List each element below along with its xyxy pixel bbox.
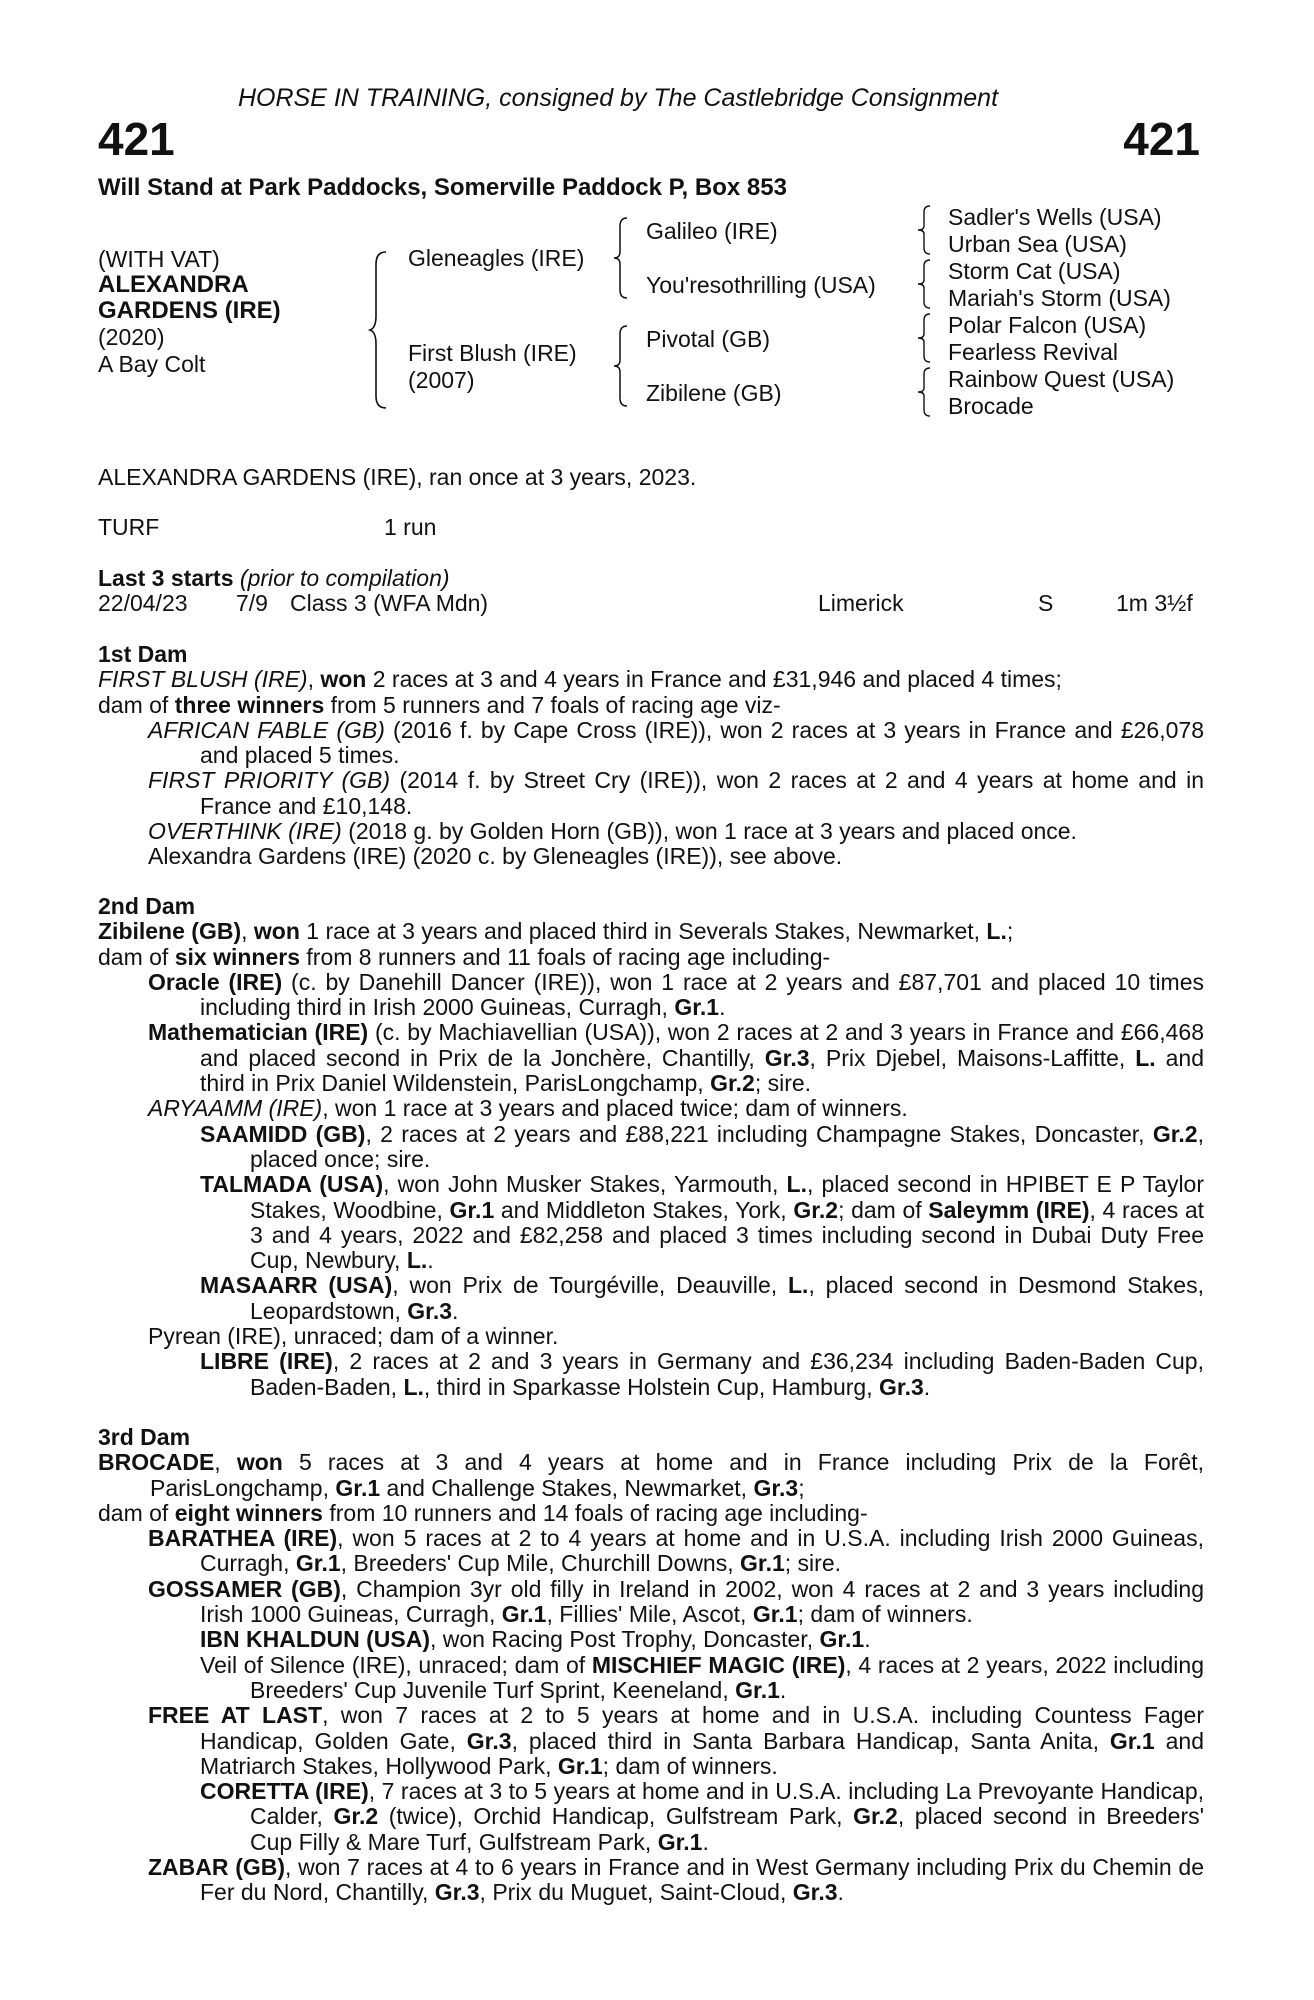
pedigree-g3: Storm Cat (USA) [948,258,1121,284]
pedigree-dam-sire: Pivotal (GB) [646,326,770,352]
pedigree-brace-dam [614,324,630,408]
progeny-masaarr: MASAARR (USA), won Prix de Tourgéville, Deauville, L., placed second in Desmond Stakes, Leopardstown, Gr.3. [200,1272,1204,1324]
progeny-free-at-last: FREE AT LAST, won 7 races at 2 to 5 years at home and in U.S.A. including Countess Fager Handicap, Golden Gate, Gr.3, placed third in Santa Barbara Handicap, Santa Anita, Gr.1 and Matriarch Stakes, Hollywood Park, Gr.1; dam of winners. [148,1702,1204,1779]
third-dam-section [98,1425,1204,1906]
pedigree-brace-g3 [918,312,932,364]
last-start-course: Limerick [818,590,904,616]
second-dam-line2: dam of six winners from 8 runners and 11 foals of racing age including- [98,943,831,970]
last-start-going: S [1038,590,1054,616]
first-dam-section [98,642,1204,870]
last-start-distance: 1m 3½f [1116,590,1193,616]
pedigree-brace-g4 [918,366,932,418]
pedigree-sire-dam: You'resothrilling (USA) [646,272,876,298]
third-dam-heading: 3rd Dam [98,1424,191,1450]
progeny-mathematician: Mathematician (IRE) (c. by Machiavellian (USA)), won 2 races at 2 and 3 years in France and £66,468 and placed second in Prix de la Jonchère, Chantilly, Gr.3, Prix Djebel, Maisons-Laffitte, L. and third in Prix Daniel Wildenstein, ParisLongchamp, Gr.2; sire. [148,1019,1205,1097]
lot-number-right: 421 [1123,113,1200,165]
last-start-race: Class 3 (WFA Mdn) [290,590,489,616]
record-surface: TURF [98,514,160,540]
pedigree-g2: Urban Sea (USA) [948,231,1127,257]
stand-location: Will Stand at Park Paddocks, Somerville Paddock P, Box 853 [98,174,787,201]
pedigree-brace-g1 [918,204,932,256]
pedigree-g6: Fearless Revival [948,339,1118,365]
lot-number-left: 421 [98,113,175,165]
vat-label: (WITH VAT) [98,246,220,272]
pedigree-dam-year: (2007) [408,367,475,393]
last-starts-title: Last 3 starts [98,565,234,591]
record-runs: 1 run [384,514,437,540]
pedigree-dam-dam: Zibilene (GB) [646,380,782,406]
third-dam-line1: BROCADE, won 5 races at 3 and 4 years at home and in France including Prix de la Forêt, ParisLongchamp, Gr.1 and Challenge Stakes, Newmarket, Gr.3; [98,1449,1205,1501]
second-dam-line1: Zibilene (GB), won 1 race at 3 years and placed third in Severals Stakes, Newmarket, L.; [98,918,1014,945]
last-starts-note: (prior to compilation) [239,565,450,591]
second-dam-heading: 2nd Dam [98,893,196,919]
progeny-aryaamm: ARYAAMM (IRE), won 1 race at 3 years and placed twice; dam of winners. [148,1095,908,1122]
first-dam-line2: dam of three winners from 5 runners and 7 foals of racing age viz- [98,691,781,718]
second-dam-section [98,894,1204,1400]
pedigree-sire: Gleneagles (IRE) [408,245,585,271]
first-dam-progeny-1: AFRICAN FABLE (GB) (2016 f. by Cape Cross (IRE)), won 2 races at 3 years in France and £26,078 and placed 5 times. [148,716,1204,769]
progeny-talmada: TALMADA (USA), won John Musker Stakes, Yarmouth, L., placed second in HPIBET E P Taylor Stakes, Woodbine, Gr.1 and Middleton Stakes, York, Gr.2; dam of Saleymm (IRE), 4 races at 3 and 4 years, 2022 and £82,258 and placed 3 times including second in Dubai Duty Free Cup, Newbury, L.. [200,1171,1205,1274]
pedigree-brace-g2 [918,258,932,310]
progeny-ibn-khaldun: IBN KHALDUN (USA), won Racing Post Trophy, Doncaster, Gr.1. [200,1626,871,1653]
pedigree-g8: Brocade [948,393,1034,419]
pedigree-brace-sire [614,216,630,300]
horse-year: (2020) [98,324,165,350]
race-summary: ALEXANDRA GARDENS (IRE), ran once at 3 years, 2023. [98,464,697,490]
progeny-zabar: ZABAR (GB), won 7 races at 4 to 6 years in France and in West Germany including Prix du Chemin de Fer du Nord, Chantilly, Gr.3, Prix du Muguet, Saint-Cloud, Gr.3. [148,1854,1204,1906]
first-dam-progeny-2: FIRST PRIORITY (GB) (2014 f. by Street Cry (IRE)), won 2 races at 2 and 4 years at home and in France and £10,148. [148,767,1204,819]
first-dam-progeny-3: OVERTHINK (IRE) (2018 g. by Golden Horn (GB)), won 1 race at 3 years and placed once. [148,818,1077,845]
progeny-barathea: BARATHEA (IRE), won 5 races at 2 to 4 years at home and in U.S.A. including Irish 2000 Guineas, Curragh, Gr.1, Breeders' Cup Mile, Churchill Downs, Gr.1; sire. [148,1525,1204,1577]
consignment-line: HORSE IN TRAINING, consigned by The Castlebridge Consignment [238,84,999,112]
pedigree-g5: Polar Falcon (USA) [948,312,1147,338]
pedigree-g1: Sadler's Wells (USA) [948,204,1162,230]
pedigree-brace-main [370,250,390,410]
horse-description: A Bay Colt [98,351,206,377]
last-start-position: 7/9 [236,590,268,616]
third-dam-line2: dam of eight winners from 10 runners and 14 foals of racing age including- [98,1499,868,1526]
progeny-oracle: Oracle (IRE) (c. by Danehill Dancer (IRE)), won 1 race at 2 years and £87,701 and placed 10 times including third in Irish 2000 Guineas, Curragh, Gr.1. [148,968,1205,1021]
first-dam-line1: FIRST BLUSH (IRE), won 2 races at 3 and 4 years in France and £31,946 and placed 4 times; [98,666,1062,693]
horse-name-line2: GARDENS (IRE) [98,297,281,324]
pedigree-dam: First Blush (IRE) [408,340,577,366]
pedigree-sire-sire: Galileo (IRE) [646,218,778,244]
progeny-libre: LIBRE (IRE), 2 races at 2 and 3 years in Germany and £36,234 including Baden-Baden Cup, Baden-Baden, L., third in Sparkasse Holstein Cup, Hamburg, Gr.3. [200,1348,1204,1400]
progeny-pyrean: Pyrean (IRE), unraced; dam of a winner. [148,1323,559,1350]
progeny-saamidd: SAAMIDD (GB), 2 races at 2 years and £88,221 including Champagne Stakes, Doncaster, Gr.2, placed once; sire. [200,1120,1204,1172]
last-start-date: 22/04/23 [98,590,188,616]
pedigree-g4: Mariah's Storm (USA) [948,285,1171,311]
first-dam-progeny-4: Alexandra Gardens (IRE) (2020 c. by Gleneagles (IRE)), see above. [148,843,843,870]
progeny-coretta: CORETTA (IRE), 7 races at 3 to 5 years at home and in U.S.A. including La Prevoyante Handicap, Calder, Gr.2 (twice), Orchid Handicap, Gulfstream Park, Gr.2, placed second in Breeders' Cup Filly & Mare Turf, Gulfstream Park, Gr.1. [200,1778,1205,1855]
first-dam-heading: 1st Dam [98,641,188,667]
horse-name-line1: ALEXANDRA [98,271,249,298]
progeny-veil-of-silence: Veil of Silence (IRE), unraced; dam of MISCHIEF MAGIC (IRE), 4 races at 2 years, 2022 including Breeders' Cup Juvenile Turf Sprint, Keeneland, Gr.1. [200,1651,1204,1703]
pedigree-g7: Rainbow Quest (USA) [948,366,1175,392]
progeny-gossamer: GOSSAMER (GB), Champion 3yr old filly in Ireland in 2002, won 4 races at 2 and 3 years including Irish 1000 Guineas, Curragh, Gr.1, Fillies' Mile, Ascot, Gr.1; dam of winners. [148,1575,1205,1628]
last-starts-heading [98,566,450,591]
